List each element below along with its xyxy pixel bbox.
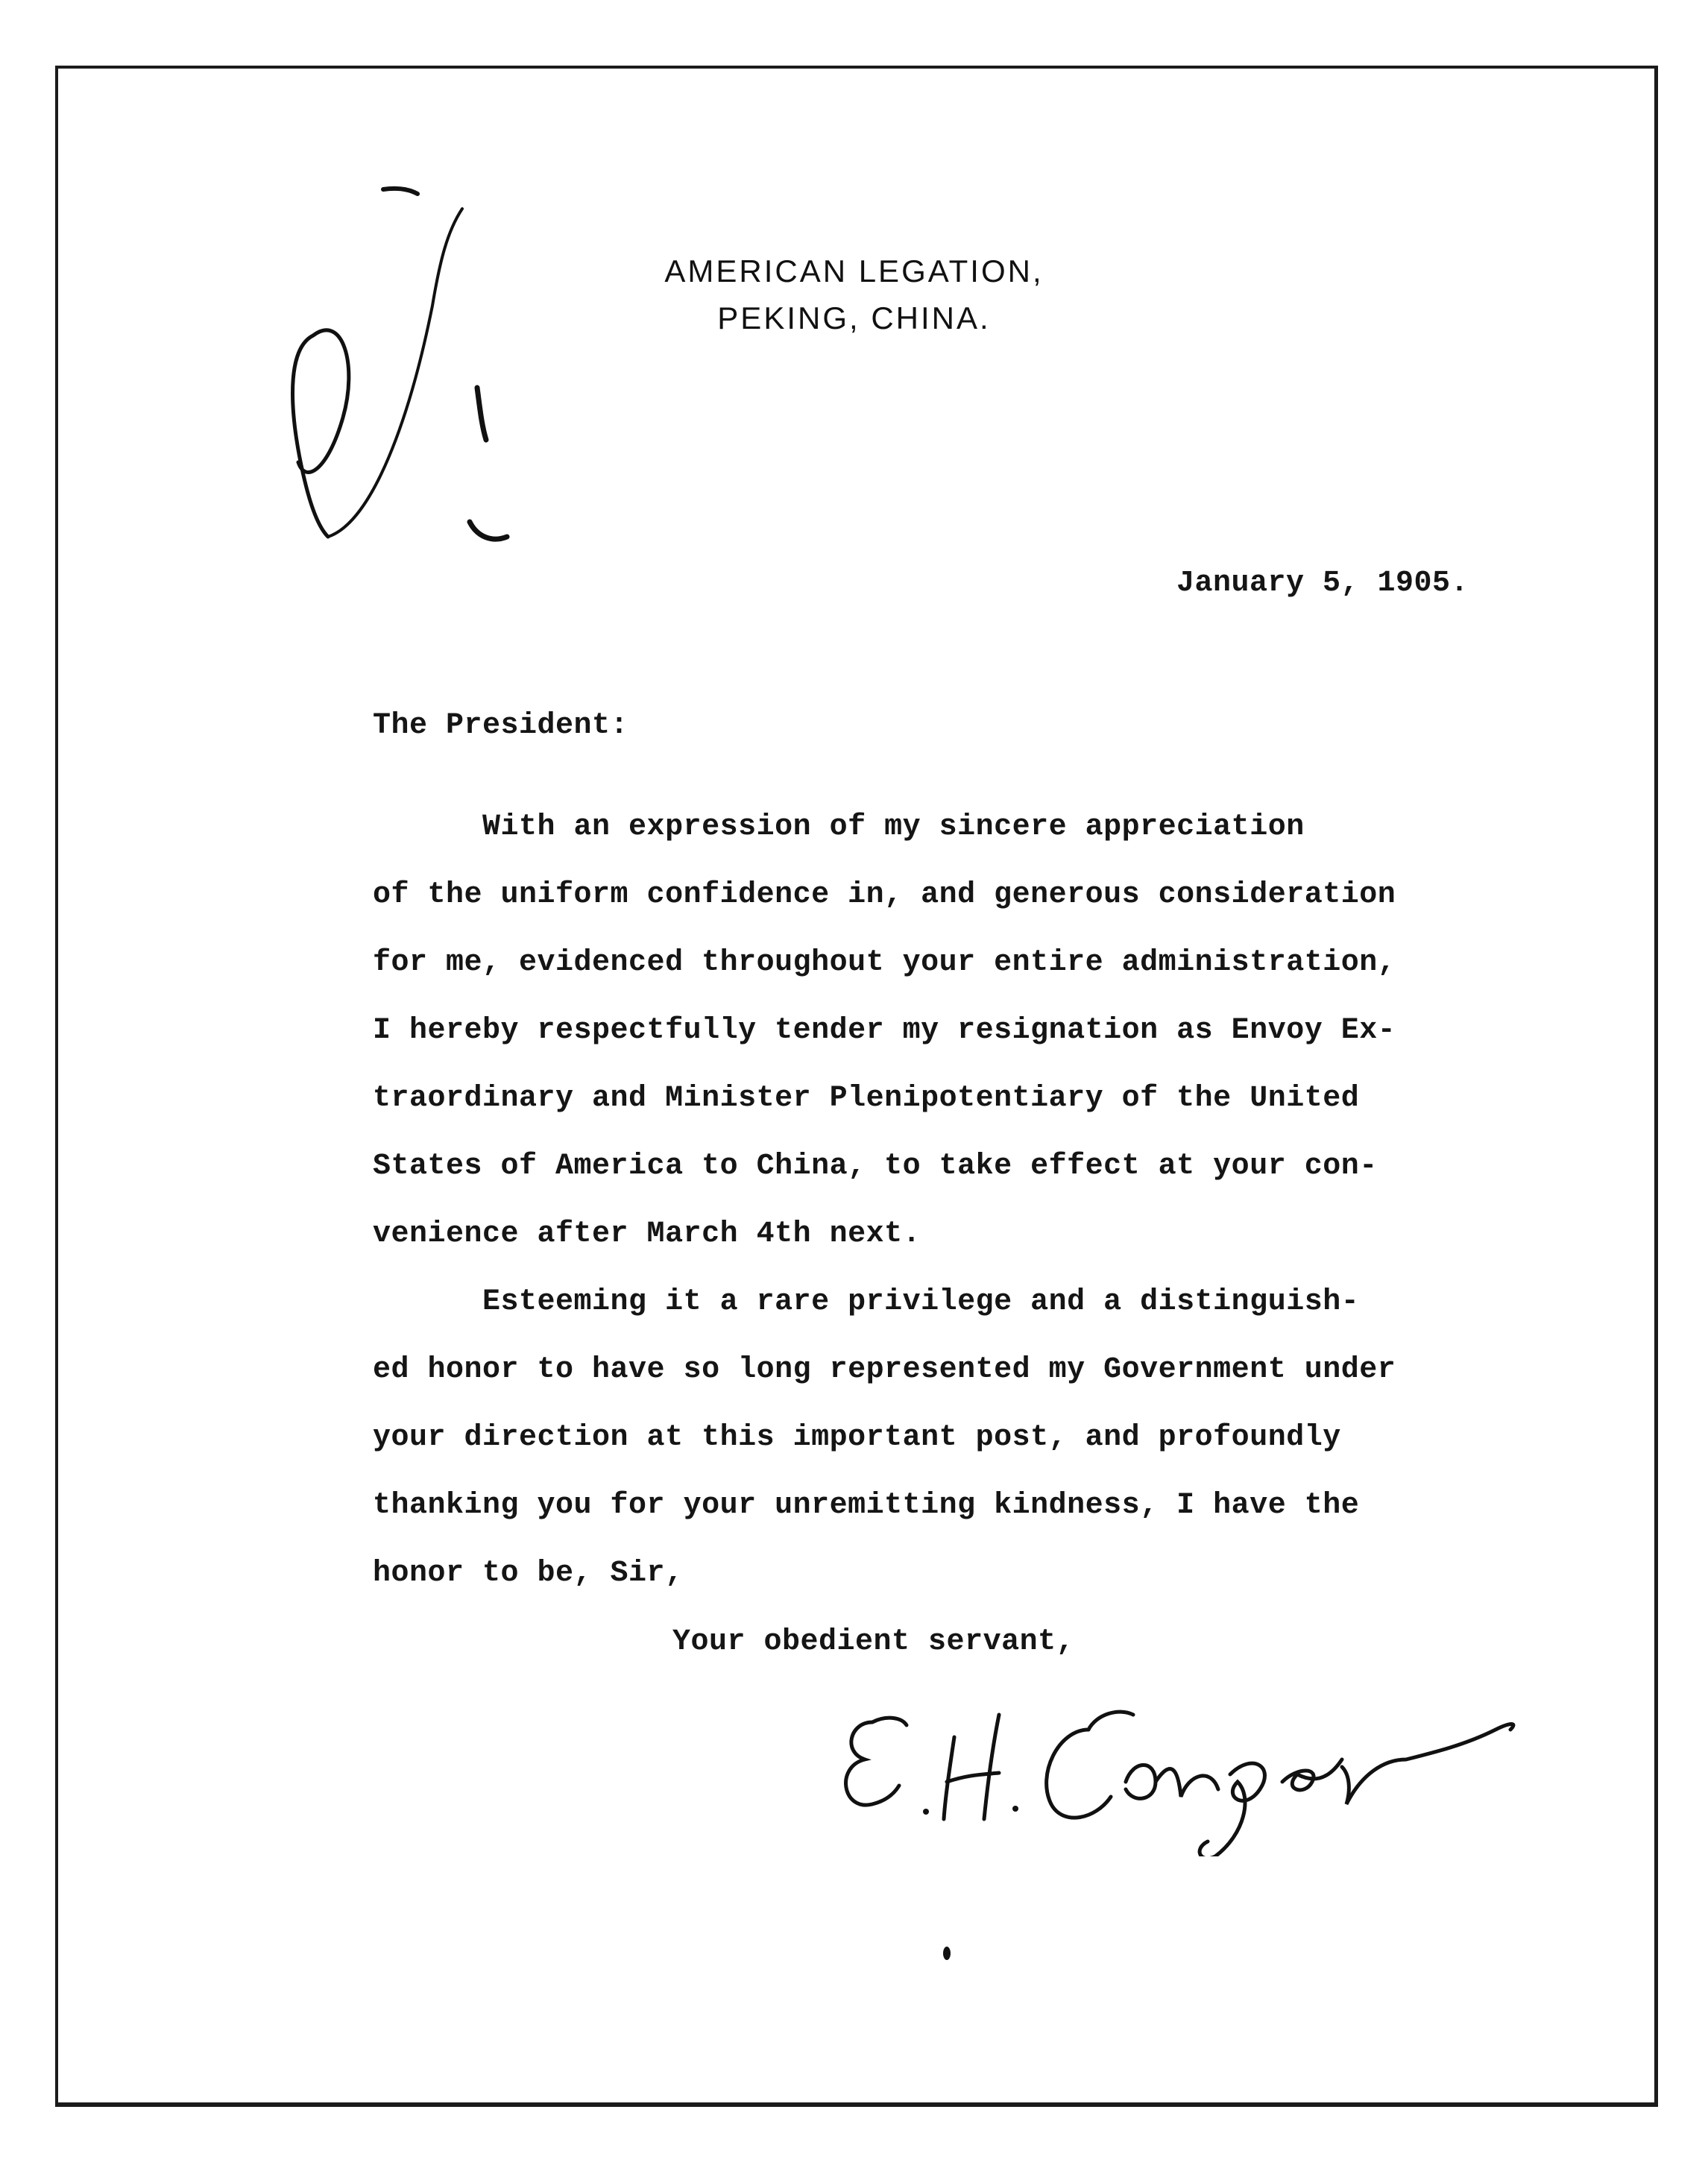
salutation: The President: bbox=[373, 709, 629, 743]
body-line: for me, evidenced throughout your entire administration, bbox=[373, 946, 1396, 980]
body-line: your direction at this important post, and profoundly bbox=[373, 1421, 1341, 1455]
letter-date: January 5, 1905. bbox=[1176, 567, 1469, 600]
body-line: States of America to China, to take effect at your con- bbox=[373, 1150, 1378, 1183]
body-line: venience after March 4th next. bbox=[373, 1217, 921, 1251]
body-line: Esteeming it a rare privilege and a distinguish- bbox=[373, 1285, 1360, 1319]
handwritten-filing-mark bbox=[253, 149, 522, 567]
body-line: of the uniform confidence in, and generous consideration bbox=[373, 878, 1396, 912]
body-line: I hereby respectfully tender my resignation as Envoy Ex- bbox=[373, 1014, 1396, 1047]
signature bbox=[842, 1677, 1543, 1856]
closing: Your obedient servant, bbox=[672, 1625, 1075, 1659]
body-line: With an expression of my sincere appreciation bbox=[373, 810, 1305, 844]
letterhead-line-2: PEKING, CHINA. bbox=[717, 300, 991, 335]
ink-dot bbox=[936, 1938, 958, 1968]
body-line: thanking you for your unremitting kindness, I have the bbox=[373, 1489, 1360, 1522]
body-line: ed honor to have so long represented my Government under bbox=[373, 1353, 1396, 1387]
letterhead-line-1: AMERICAN LEGATION, bbox=[664, 253, 1044, 289]
body-line: traordinary and Minister Plenipotentiary of the United bbox=[373, 1082, 1360, 1115]
body-line: honor to be, Sir, bbox=[373, 1557, 684, 1590]
